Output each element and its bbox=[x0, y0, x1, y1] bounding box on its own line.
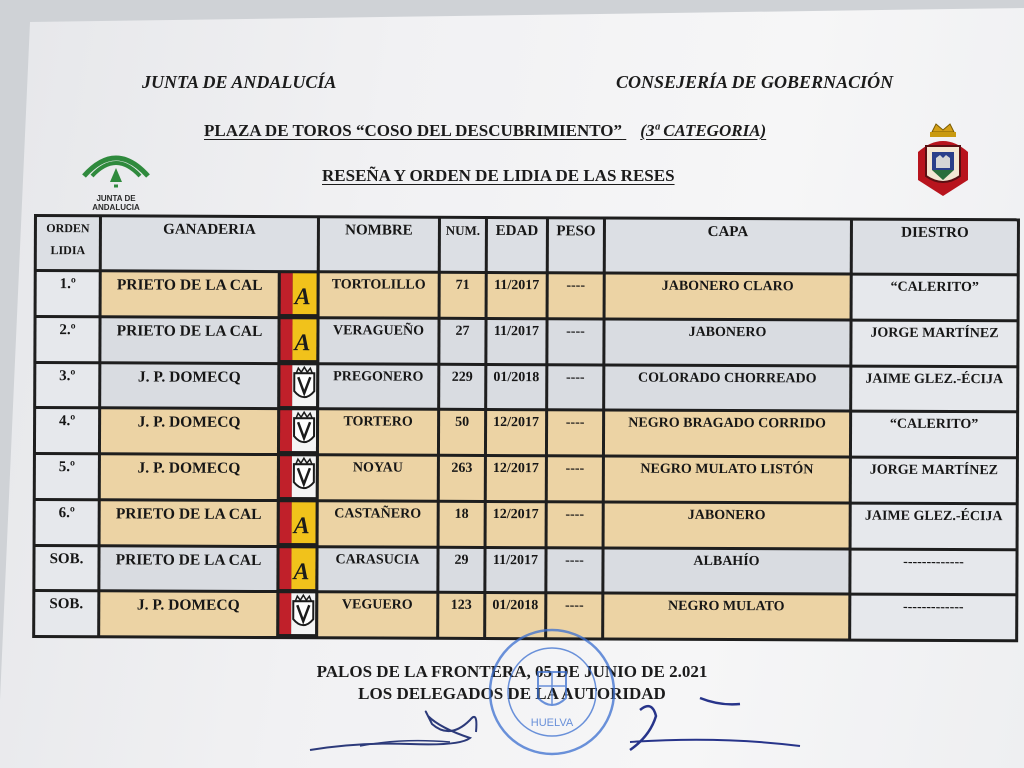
junta-de-andalucia-logo-icon bbox=[74, 142, 158, 212]
diestro-cell: ------------- bbox=[851, 550, 1015, 593]
orden-cell: SOB. bbox=[35, 547, 97, 590]
diestro-cell: “CALERITO” bbox=[852, 413, 1016, 456]
orden-cell: 4.º bbox=[36, 409, 98, 452]
brand-cell bbox=[280, 365, 316, 408]
num-cell: 29 bbox=[439, 548, 483, 591]
table-row bbox=[36, 318, 1016, 365]
brand-cell bbox=[279, 593, 315, 636]
brand-cell bbox=[280, 319, 316, 362]
header-left: JUNTA DE ANDALUCÍA bbox=[142, 72, 337, 92]
nombre-cell: TORTOLILLO bbox=[320, 273, 438, 316]
peso-cell: ---- bbox=[548, 503, 602, 546]
peso-cell: ---- bbox=[548, 411, 602, 454]
capa-cell: JABONERO bbox=[605, 320, 849, 364]
brand-cell bbox=[280, 502, 316, 545]
edad-cell: 11/2017 bbox=[486, 548, 544, 591]
domecq-brand-icon bbox=[280, 410, 316, 451]
ganaderia-cell: J. P. DOMECQ bbox=[100, 593, 276, 637]
diestro-cell: ------------- bbox=[851, 596, 1015, 639]
stamp-text: HUELVA bbox=[530, 717, 574, 729]
col-diestro: DIESTRO bbox=[853, 221, 1017, 274]
capa-cell: COLORADO CHORREADO bbox=[605, 366, 849, 410]
edad-cell: 11/2017 bbox=[487, 320, 545, 363]
ganaderia-cell: J. P. DOMECQ bbox=[101, 410, 277, 454]
prieto-de-la-cal-brand-icon bbox=[281, 273, 317, 314]
peso-cell: ---- bbox=[547, 594, 601, 637]
edad-cell: 12/2017 bbox=[487, 457, 545, 500]
table-row bbox=[36, 501, 1016, 548]
brand-cell bbox=[280, 410, 316, 453]
table-row bbox=[36, 455, 1016, 502]
col-capa: CAPA bbox=[606, 219, 850, 272]
nombre-cell: NOYAU bbox=[319, 456, 437, 499]
domecq-brand-icon bbox=[280, 456, 316, 497]
col-nombre: NOMBRE bbox=[320, 218, 438, 271]
ganaderia-cell: PRIETO DE LA CAL bbox=[101, 501, 277, 545]
capa-cell: JABONERO bbox=[605, 503, 849, 547]
diestro-cell: JORGE MARTÍNEZ bbox=[852, 321, 1016, 364]
place-and-date: PALOS DE LA FRONTERA, 05 DE JUNIO DE 2.021 bbox=[316, 662, 708, 681]
capa-cell: NEGRO MULATO LISTÓN bbox=[605, 457, 849, 501]
lidia-table bbox=[32, 214, 1020, 642]
svg-text:A: A bbox=[294, 284, 311, 311]
orden-cell: SOB. bbox=[35, 592, 97, 635]
ganaderia-cell: J. P. DOMECQ bbox=[101, 455, 277, 499]
peso-cell: ---- bbox=[548, 457, 602, 500]
num-cell: 50 bbox=[440, 411, 484, 454]
prieto-de-la-cal-brand-icon bbox=[279, 548, 315, 589]
col-ganaderia: GANADERIA bbox=[102, 217, 317, 270]
header-right: CONSEJERÍA DE GOBERNACIÓN bbox=[616, 72, 894, 92]
orden-cell: 1.º bbox=[37, 272, 99, 315]
edad-cell: 12/2017 bbox=[487, 503, 545, 546]
nombre-cell: TORTERO bbox=[319, 410, 437, 453]
num-cell: 71 bbox=[441, 274, 485, 317]
orden-cell: 3.º bbox=[36, 364, 98, 407]
plaza-title bbox=[204, 121, 766, 141]
peso-cell: ---- bbox=[548, 320, 602, 363]
diestro-cell: JORGE MARTÍNEZ bbox=[852, 459, 1016, 502]
diestro-cell: JAIME GLEZ.-ÉCIJA bbox=[852, 367, 1016, 410]
col-orden: ORDEN LIDIA bbox=[37, 217, 99, 269]
document-subtitle: RESEÑA Y ORDEN DE LIDIA DE LAS RESES bbox=[322, 166, 675, 185]
signatures-icon bbox=[300, 680, 820, 768]
capa-cell: NEGRO MULATO bbox=[604, 595, 848, 639]
svg-text:A: A bbox=[293, 558, 310, 585]
num-cell: 263 bbox=[440, 457, 484, 500]
num-cell: 123 bbox=[439, 594, 483, 637]
delegates-line: LOS DELEGADOS DE LA AUTORIDAD bbox=[358, 684, 666, 703]
nombre-cell: PREGONERO bbox=[319, 365, 437, 408]
diestro-cell: “CALERITO” bbox=[853, 276, 1017, 319]
num-cell: 18 bbox=[440, 503, 484, 546]
nombre-cell: CARASUCIA bbox=[318, 548, 436, 591]
ganaderia-cell: PRIETO DE LA CAL bbox=[100, 547, 276, 591]
num-cell: 27 bbox=[440, 320, 484, 363]
col-edad: EDAD bbox=[488, 219, 546, 271]
logo-caption: JUNTA DE ANDALUCIA bbox=[92, 194, 140, 212]
peso-cell: ---- bbox=[548, 366, 602, 409]
ganaderia-cell: PRIETO DE LA CAL bbox=[101, 318, 277, 362]
orden-cell: 2.º bbox=[36, 318, 98, 361]
table-row bbox=[35, 547, 1015, 594]
orden-cell: 6.º bbox=[36, 501, 98, 544]
nombre-cell: CASTAÑERO bbox=[319, 502, 437, 545]
diestro-cell: JAIME GLEZ.-ÉCIJA bbox=[852, 504, 1016, 547]
capa-cell: ALBAHÍO bbox=[604, 549, 848, 593]
brand-cell bbox=[281, 273, 317, 316]
plaza-category: (3ª CATEGORIA) bbox=[640, 121, 767, 140]
edad-cell: 12/2017 bbox=[487, 411, 545, 454]
coat-of-arms-icon bbox=[912, 122, 974, 202]
nombre-cell: VEGUERO bbox=[318, 593, 436, 636]
capa-cell: NEGRO BRAGADO CORRIDO bbox=[605, 412, 849, 456]
edad-cell: 01/2018 bbox=[487, 365, 545, 408]
brand-cell bbox=[280, 456, 316, 499]
prieto-de-la-cal-brand-icon bbox=[280, 319, 316, 360]
ganaderia-cell: J. P. DOMECQ bbox=[101, 364, 277, 408]
svg-text:A: A bbox=[293, 512, 310, 539]
prieto-de-la-cal-brand-icon bbox=[280, 502, 316, 543]
ganaderia-cell: PRIETO DE LA CAL bbox=[102, 272, 278, 316]
col-peso: PESO bbox=[549, 219, 603, 271]
peso-cell: ---- bbox=[549, 274, 603, 317]
domecq-brand-icon bbox=[280, 365, 316, 406]
table-row bbox=[36, 364, 1016, 411]
peso-cell: ---- bbox=[547, 549, 601, 592]
capa-cell: JABONERO CLARO bbox=[606, 274, 850, 318]
svg-text:A: A bbox=[294, 329, 311, 356]
domecq-brand-icon bbox=[279, 593, 315, 634]
plaza-name: PLAZA DE TOROS “COSO DEL DESCUBRIMIENTO” bbox=[204, 121, 623, 140]
edad-cell: 01/2018 bbox=[486, 594, 544, 637]
edad-cell: 11/2017 bbox=[488, 274, 546, 317]
nombre-cell: VERAGUEÑO bbox=[319, 319, 437, 362]
table-row bbox=[37, 272, 1017, 319]
orden-cell: 5.º bbox=[36, 455, 98, 498]
col-num: NUM. bbox=[441, 219, 485, 271]
table-row bbox=[36, 409, 1016, 456]
num-cell: 229 bbox=[440, 365, 484, 408]
brand-cell bbox=[279, 548, 315, 591]
